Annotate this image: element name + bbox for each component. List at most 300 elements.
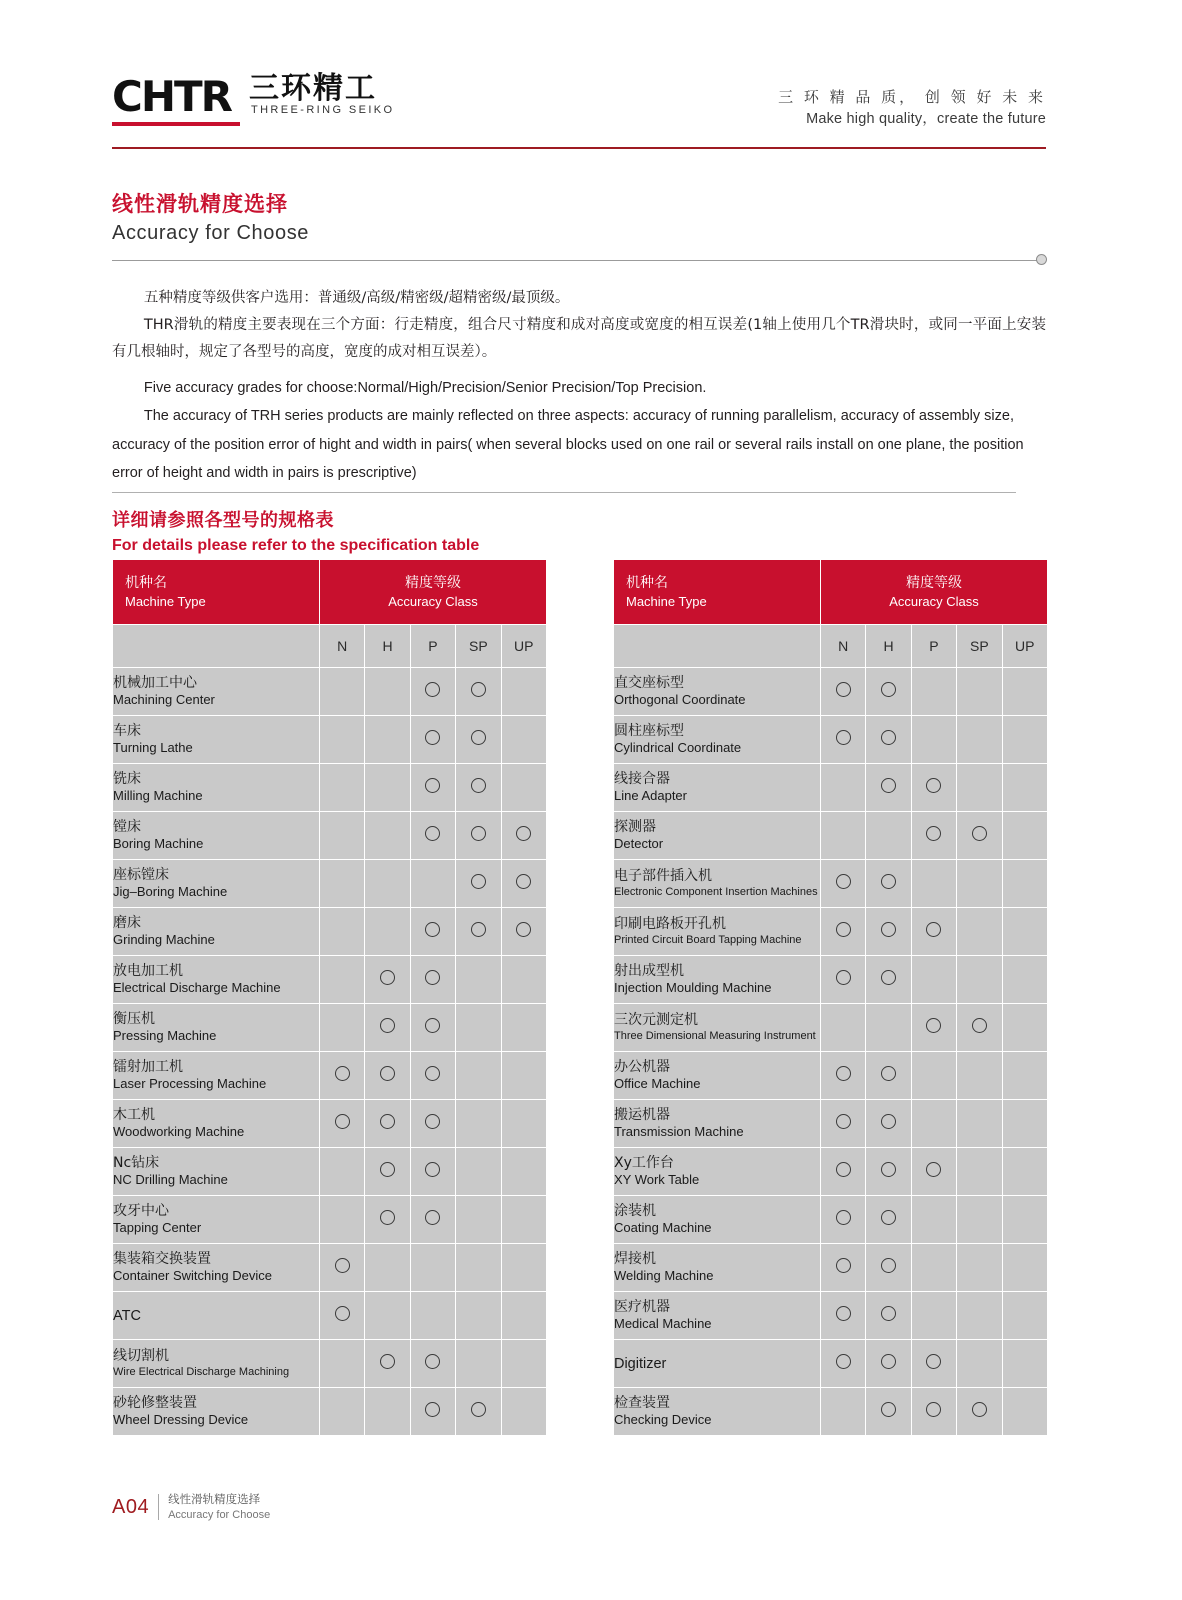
header-accuracy-class-en: Accuracy Class (889, 593, 979, 609)
machine-type-cell (113, 812, 320, 860)
accuracy-mark-up (1002, 764, 1047, 812)
table-row (613, 1148, 1047, 1196)
accuracy-mark-p (911, 860, 956, 908)
accuracy-mark-sp (957, 1388, 1002, 1436)
machine-name-cn: 线接合器 (613, 770, 670, 787)
page-header (112, 71, 1046, 146)
accuracy-mark-n (820, 1052, 865, 1100)
accuracy-mark-up (1002, 716, 1047, 764)
circle-mark-icon (836, 874, 851, 889)
footer-title-chinese: 线性滑轨精度选择 (168, 1492, 261, 1506)
accuracy-mark-h (365, 908, 410, 956)
accuracy-mark-p (410, 1052, 455, 1100)
accuracy-mark-h (365, 1244, 410, 1292)
circle-mark-icon (425, 1402, 440, 1417)
circle-mark-icon (471, 826, 486, 841)
accuracy-mark-p (410, 812, 455, 860)
accuracy-mark-up (1002, 1340, 1047, 1388)
accuracy-mark-sp (456, 668, 501, 716)
accuracy-mark-sp (957, 1100, 1002, 1148)
accuracy-mark-n (320, 956, 365, 1004)
machine-name-cn: 办公机器 (613, 1058, 670, 1075)
circle-mark-icon (836, 1354, 851, 1369)
machine-type-cell (613, 1388, 820, 1436)
circle-mark-icon (836, 1066, 851, 1081)
slogan (778, 86, 1046, 130)
machine-name-en: Wire Electrical Discharge Machining (113, 1366, 290, 1379)
machine-name-cn: 机械加工中心 (113, 674, 197, 691)
machine-name-cn: 线切割机 (113, 1348, 169, 1365)
accuracy-mark-up (501, 1004, 546, 1052)
accuracy-mark-n (320, 716, 365, 764)
circle-mark-icon (926, 1018, 941, 1033)
subtitle-chinese: 详细请参照各型号的规格表 (112, 510, 334, 531)
circle-mark-icon (380, 1066, 395, 1081)
logo-wordmark (112, 72, 235, 121)
accuracy-mark-up (501, 812, 546, 860)
accuracy-mark-p (911, 668, 956, 716)
circle-mark-icon (881, 1258, 896, 1273)
table-row (613, 764, 1047, 812)
table-row (113, 1100, 547, 1148)
circle-mark-icon (516, 874, 531, 889)
body-chinese-line-1: 五种精度等级供客户选用：普通级/高级/精密级/超精密级/最顶级。 (143, 290, 570, 306)
class-h: H (365, 625, 410, 668)
machine-name-cn: 镭射加工机 (113, 1058, 183, 1075)
machine-name-cn: 车床 (113, 722, 141, 739)
body-text-english (112, 374, 1046, 487)
accuracy-mark-n (320, 812, 365, 860)
circle-mark-icon (425, 970, 440, 985)
accuracy-mark-up (501, 1340, 546, 1388)
accuracy-mark-sp (957, 908, 1002, 956)
circle-mark-icon (972, 1402, 987, 1417)
accuracy-mark-h (866, 956, 911, 1004)
accuracy-mark-n (820, 908, 865, 956)
machine-type-cell (113, 1244, 320, 1292)
accuracy-mark-n (820, 956, 865, 1004)
machine-name-en: Office Machine (613, 1076, 701, 1092)
accuracy-mark-h (866, 764, 911, 812)
accuracy-mark-p (911, 764, 956, 812)
accuracy-mark-n (320, 1244, 365, 1292)
accuracy-mark-p (911, 1052, 956, 1100)
accuracy-mark-sp (456, 1340, 501, 1388)
circle-mark-icon (425, 778, 440, 793)
machine-name-cn: 放电加工机 (113, 962, 183, 979)
accuracy-mark-sp (456, 956, 501, 1004)
table-row (613, 1196, 1047, 1244)
circle-mark-icon (380, 1114, 395, 1129)
machine-name-en: Grinding Machine (113, 932, 215, 948)
class-p: P (410, 625, 455, 668)
accuracy-mark-sp (957, 764, 1002, 812)
machine-name-en: Pressing Machine (113, 1028, 217, 1044)
accuracy-mark-p (410, 1244, 455, 1292)
class-h: H (866, 625, 911, 668)
machine-name-en: Detector (613, 836, 664, 852)
machine-name-en: Wheel Dressing Device (113, 1412, 249, 1428)
machine-name-cn: Nc钻床 (113, 1154, 160, 1171)
machine-name-en: Coating Machine (613, 1220, 712, 1236)
machine-name-en: Checking Device (613, 1412, 712, 1428)
accuracy-mark-h (866, 860, 911, 908)
accuracy-mark-n (320, 1292, 365, 1340)
machine-type-cell (613, 1148, 820, 1196)
circle-mark-icon (881, 1306, 896, 1321)
machine-type-cell (613, 1004, 820, 1052)
accuracy-mark-n (320, 1148, 365, 1196)
machine-name-cn: 探测器 (613, 818, 656, 835)
accuracy-mark-up (501, 716, 546, 764)
accuracy-mark-sp (957, 668, 1002, 716)
circle-mark-icon (881, 970, 896, 985)
circle-mark-icon (881, 682, 896, 697)
header-machine-type-en: Machine Type (125, 593, 206, 609)
circle-mark-icon (471, 922, 486, 937)
accuracy-mark-p (911, 1340, 956, 1388)
accuracy-mark-sp (456, 1196, 501, 1244)
machine-name-en: Injection Moulding Machine (613, 980, 772, 996)
machine-name-cn: 圆柱座标型 (613, 722, 684, 739)
accuracy-mark-n (820, 1244, 865, 1292)
circle-mark-icon (881, 1114, 896, 1129)
accuracy-mark-n (320, 1388, 365, 1436)
machine-type-cell (613, 1052, 820, 1100)
accuracy-mark-h (866, 716, 911, 764)
machine-name-en: Turning Lathe (113, 740, 193, 756)
circle-mark-icon (836, 1258, 851, 1273)
machine-type-cell (613, 1292, 820, 1340)
machine-name-cn: Xy工作台 (613, 1154, 674, 1171)
accuracy-mark-n (820, 668, 865, 716)
machine-name-cn: 射出成型机 (613, 962, 684, 979)
table-row (113, 716, 547, 764)
header-machine-type-cn: 机种名 (625, 574, 668, 591)
logo-chinese-name: 三环精工 (248, 71, 377, 106)
accuracy-mark-h (866, 1292, 911, 1340)
accuracy-mark-p (410, 956, 455, 1004)
accuracy-mark-sp (456, 1004, 501, 1052)
machine-type-cell (613, 1196, 820, 1244)
machine-name-en: XY Work Table (613, 1172, 700, 1188)
accuracy-mark-n (820, 860, 865, 908)
machine-type-cell (613, 1340, 820, 1388)
table-row (613, 668, 1047, 716)
accuracy-mark-sp (957, 956, 1002, 1004)
accuracy-mark-sp (456, 860, 501, 908)
table-row (113, 956, 547, 1004)
accuracy-mark-n (820, 764, 865, 812)
machine-name-en: Electrical Discharge Machine (113, 980, 281, 996)
accuracy-mark-h (365, 1340, 410, 1388)
machine-type-cell (613, 1244, 820, 1292)
accuracy-mark-n (820, 1148, 865, 1196)
table-row (113, 812, 547, 860)
machine-name-cn: 搬运机器 (613, 1106, 670, 1123)
machine-name-cn: 木工机 (113, 1106, 155, 1123)
header-accuracy-class-cn: 精度等级 (404, 574, 461, 591)
machine-name-en: Laser Processing Machine (113, 1076, 267, 1092)
machine-name-en: Welding Machine (613, 1268, 714, 1284)
circle-mark-icon (471, 778, 486, 793)
machine-name-en: Machining Center (113, 692, 215, 708)
accuracy-mark-up (1002, 1244, 1047, 1292)
accuracy-mark-h (866, 1340, 911, 1388)
logo-wordmark-text: CHTR (112, 72, 231, 121)
header-machine-type (113, 560, 320, 625)
header-accuracy-class-cn: 精度等级 (905, 574, 962, 591)
circle-mark-icon (836, 970, 851, 985)
machine-type-cell (113, 1292, 320, 1340)
accuracy-mark-h (365, 1148, 410, 1196)
accuracy-mark-up (501, 908, 546, 956)
page-number: A04 (112, 1495, 150, 1518)
circle-mark-icon (836, 1306, 851, 1321)
machine-name-cn: 铣床 (113, 770, 141, 787)
circle-mark-icon (836, 682, 851, 697)
accuracy-mark-up (501, 668, 546, 716)
accuracy-mark-p (410, 1388, 455, 1436)
circle-mark-icon (471, 730, 486, 745)
table-row (113, 1196, 547, 1244)
accuracy-mark-p (911, 1196, 956, 1244)
accuracy-mark-p (410, 1340, 455, 1388)
table-row (613, 956, 1047, 1004)
table-row (613, 1388, 1047, 1436)
accuracy-mark-n (820, 1004, 865, 1052)
accuracy-mark-h (365, 860, 410, 908)
accuracy-mark-up (1002, 1052, 1047, 1100)
accuracy-mark-sp (957, 716, 1002, 764)
machine-name-cn: 镗床 (113, 818, 141, 835)
accuracy-mark-sp (456, 1100, 501, 1148)
machine-type-cell (113, 764, 320, 812)
divider-dot-icon (1036, 254, 1047, 265)
accuracy-mark-up (1002, 1004, 1047, 1052)
machine-type-cell (113, 1004, 320, 1052)
circle-mark-icon (926, 1354, 941, 1369)
logo-underline-bar (112, 122, 240, 126)
accuracy-mark-p (911, 1244, 956, 1292)
accuracy-mark-sp (456, 764, 501, 812)
subtitle-english: For details please refer to the specification table (112, 537, 480, 555)
circle-mark-icon (881, 1354, 896, 1369)
circle-mark-icon (335, 1066, 350, 1081)
header-machine-type (613, 560, 820, 625)
accuracy-mark-h (365, 1292, 410, 1340)
class-n: N (820, 625, 865, 668)
machine-type-cell (613, 668, 820, 716)
accuracy-mark-n (320, 668, 365, 716)
table-row (113, 668, 547, 716)
accuracy-mark-sp (456, 716, 501, 764)
circle-mark-icon (926, 778, 941, 793)
accuracy-mark-p (911, 1292, 956, 1340)
table-row (113, 1244, 547, 1292)
circle-mark-icon (881, 1162, 896, 1177)
circle-mark-icon (926, 1162, 941, 1177)
accuracy-mark-n (320, 1100, 365, 1148)
circle-mark-icon (380, 1162, 395, 1177)
accuracy-mark-h (365, 1100, 410, 1148)
circle-mark-icon (425, 826, 440, 841)
circle-mark-icon (836, 730, 851, 745)
circle-mark-icon (926, 1402, 941, 1417)
circle-mark-icon (881, 874, 896, 889)
body-text-chinese (112, 285, 1046, 365)
circle-mark-icon (836, 1114, 851, 1129)
table-header-row (613, 560, 1047, 625)
accuracy-mark-n (820, 812, 865, 860)
table-row (613, 1004, 1047, 1052)
machine-name-cn: 攻牙中心 (113, 1202, 169, 1219)
accuracy-mark-up (501, 860, 546, 908)
class-up: UP (501, 625, 546, 668)
table-row (113, 908, 547, 956)
circle-mark-icon (972, 1018, 987, 1033)
machine-name-en: Woodworking Machine (113, 1124, 245, 1140)
table-row (113, 1004, 547, 1052)
machine-name-en: Line Adapter (613, 788, 687, 804)
accuracy-mark-h (866, 812, 911, 860)
machine-name-cn: 焊接机 (613, 1250, 656, 1267)
machine-name-en: Orthogonal Coordinate (613, 692, 746, 708)
table-row (113, 860, 547, 908)
accuracy-mark-p (410, 1100, 455, 1148)
circle-mark-icon (335, 1114, 350, 1129)
circle-mark-icon (881, 1210, 896, 1225)
accuracy-mark-up (501, 1292, 546, 1340)
table-row (113, 1052, 547, 1100)
accuracy-mark-sp (456, 908, 501, 956)
accuracy-mark-sp (456, 1244, 501, 1292)
accuracy-mark-up (1002, 1388, 1047, 1436)
table-row (613, 1244, 1047, 1292)
circle-mark-icon (926, 922, 941, 937)
accuracy-mark-up (501, 1244, 546, 1292)
machine-name-en: Tapping Center (113, 1220, 202, 1236)
machine-name-en: Jig–Boring Machine (113, 884, 228, 900)
accuracy-mark-h (365, 668, 410, 716)
circle-mark-icon (425, 730, 440, 745)
accuracy-mark-up (501, 1052, 546, 1100)
machine-name-cn: 座标镗床 (113, 866, 169, 883)
accuracy-mark-p (911, 1100, 956, 1148)
slogan-english: Make high quality，create the future (806, 110, 1046, 127)
accuracy-mark-sp (957, 860, 1002, 908)
accuracy-mark-up (1002, 1196, 1047, 1244)
machine-type-cell (113, 1388, 320, 1436)
accuracy-mark-up (1002, 1100, 1047, 1148)
table-row (613, 812, 1047, 860)
circle-mark-icon (836, 922, 851, 937)
circle-mark-icon (380, 1018, 395, 1033)
accuracy-mark-h (365, 716, 410, 764)
machine-name-cn: 涂装机 (613, 1202, 656, 1219)
circle-mark-icon (836, 1210, 851, 1225)
machine-type-cell (113, 668, 320, 716)
section-subtitle (112, 508, 479, 558)
subheader-blank (113, 625, 320, 668)
body-chinese-line-2: THR滑轨的精度主要表现在三个方面：行走精度，组合尺寸精度和成对高度或宽度的相互误差(1轴上使用几个TR滑块时，或同一平面上安装有几根轴时，规定了各型号的高度，宽度的成对相互误差）。 (112, 316, 1046, 360)
machine-type-cell (113, 1148, 320, 1196)
accuracy-mark-sp (456, 1292, 501, 1340)
circle-mark-icon (881, 1066, 896, 1081)
machine-name-cn: 砂轮修整装置 (113, 1394, 197, 1411)
accuracy-mark-sp (456, 1148, 501, 1196)
accuracy-mark-h (866, 1196, 911, 1244)
accuracy-mark-h (365, 1052, 410, 1100)
machine-type-cell (613, 716, 820, 764)
accuracy-mark-up (501, 764, 546, 812)
machine-name-en: Transmission Machine (613, 1124, 744, 1140)
accuracy-mark-h (365, 764, 410, 812)
accuracy-mark-sp (957, 1196, 1002, 1244)
accuracy-mark-sp (957, 1004, 1002, 1052)
table-row (613, 1052, 1047, 1100)
circle-mark-icon (972, 826, 987, 841)
machine-name-cn: 电子部件插入机 (613, 868, 712, 885)
machine-type-cell (613, 812, 820, 860)
accuracy-mark-h (866, 1100, 911, 1148)
machine-name-cn: 衡压机 (113, 1010, 155, 1027)
class-up: UP (1002, 625, 1047, 668)
machine-name-cn: 检查装置 (613, 1394, 670, 1411)
machine-name-cn: 直交座标型 (613, 674, 684, 691)
machine-name-en: Medical Machine (613, 1316, 712, 1332)
machine-name-en: Cylindrical Coordinate (613, 740, 742, 756)
accuracy-mark-sp (456, 1052, 501, 1100)
circle-mark-icon (516, 826, 531, 841)
accuracy-mark-sp (957, 1244, 1002, 1292)
accuracy-mark-h (365, 1388, 410, 1436)
table-row (113, 1148, 547, 1196)
circle-mark-icon (471, 1402, 486, 1417)
accuracy-mark-up (1002, 908, 1047, 956)
accuracy-mark-h (365, 1196, 410, 1244)
page-title-chinese: 线性滑轨精度选择 (112, 192, 288, 216)
table-subheader-row (113, 625, 547, 668)
accuracy-mark-sp (456, 812, 501, 860)
accuracy-mark-h (866, 1244, 911, 1292)
accuracy-mark-up (1002, 860, 1047, 908)
machine-name-cn: 磨床 (113, 914, 141, 931)
machine-type-cell (113, 1052, 320, 1100)
accuracy-mark-sp (957, 1148, 1002, 1196)
circle-mark-icon (380, 970, 395, 985)
accuracy-mark-h (866, 908, 911, 956)
table-row (613, 860, 1047, 908)
accuracy-mark-p (911, 956, 956, 1004)
class-sp: SP (957, 625, 1002, 668)
accuracy-mark-p (911, 1004, 956, 1052)
circle-mark-icon (836, 1162, 851, 1177)
specification-tables (112, 559, 1046, 1436)
page-title (112, 190, 309, 247)
circle-mark-icon (425, 1354, 440, 1369)
accuracy-mark-p (911, 908, 956, 956)
machine-name-en: Printed Circuit Board Tapping Machine (613, 934, 802, 947)
table-row (113, 1292, 547, 1340)
accuracy-mark-n (820, 1388, 865, 1436)
accuracy-mark-sp (957, 1052, 1002, 1100)
accuracy-mark-h (866, 1388, 911, 1436)
accuracy-mark-h (866, 1052, 911, 1100)
machine-name-cn: 医疗机器 (613, 1298, 670, 1315)
machine-type-cell (113, 908, 320, 956)
header-divider (112, 147, 1046, 149)
